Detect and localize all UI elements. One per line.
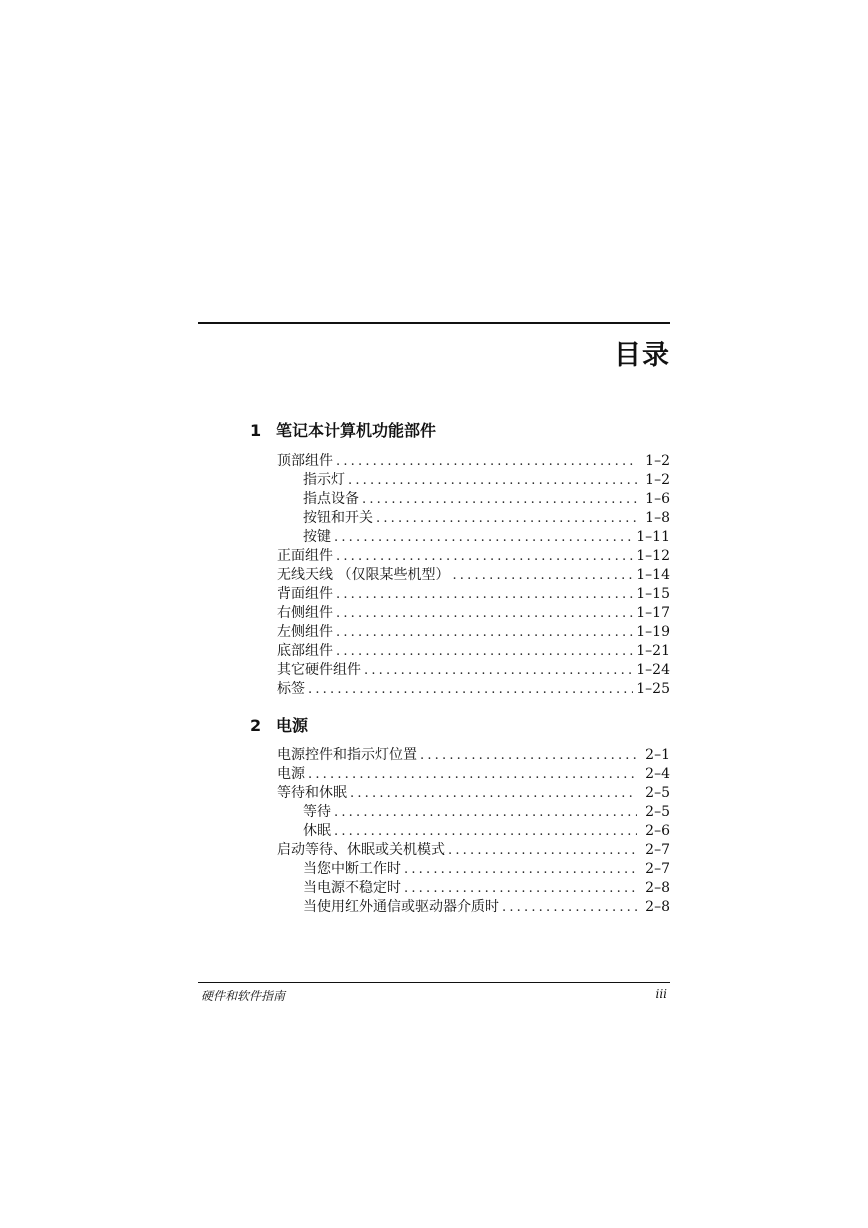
chapter-title: 电源 bbox=[276, 716, 309, 735]
footer-rule bbox=[198, 982, 670, 983]
chapter-2-entries bbox=[277, 744, 670, 915]
toc-entry[interactable]: 指点设备 ..... 1–6 bbox=[277, 488, 670, 507]
top-rule bbox=[198, 322, 670, 324]
toc-entry[interactable]: 左侧组件 ..... 1–19 bbox=[277, 621, 670, 640]
footer-page-number: iii bbox=[655, 987, 667, 1001]
chapter-number: 1 bbox=[250, 421, 262, 440]
toc-entry[interactable]: 按钮和开关 ..... 1–8 bbox=[277, 507, 670, 526]
chapter-1-entries bbox=[277, 450, 670, 697]
toc-entry[interactable]: 顶部组件 ..... 1–2 bbox=[277, 450, 670, 469]
toc-entry[interactable]: 当电源不稳定时 ..... 2–8 bbox=[277, 877, 670, 896]
footer-book-title: 硬件和软件指南 bbox=[201, 989, 286, 1003]
toc-entry[interactable]: 电源控件和指示灯位置 ..... 2–1 bbox=[277, 744, 670, 763]
toc-entry[interactable]: 等待 ..... 2–5 bbox=[277, 801, 670, 820]
toc-entry[interactable]: 其它硬件组件 ..... 1–24 bbox=[277, 659, 670, 678]
toc-entry[interactable]: 休眠 ..... 2–6 bbox=[277, 820, 670, 839]
chapter-number: 2 bbox=[250, 716, 262, 735]
chapter-heading bbox=[250, 418, 670, 441]
toc-entry[interactable]: 指示灯 ..... 1–2 bbox=[277, 469, 670, 488]
toc-entry[interactable]: 背面组件 ..... 1–15 bbox=[277, 583, 670, 602]
toc-entry[interactable]: 按键 ..... 1–11 bbox=[277, 526, 670, 545]
toc-entry[interactable]: 标签 ..... 1–25 bbox=[277, 678, 670, 697]
toc-entry[interactable]: 当您中断工作时 ..... 2–7 bbox=[277, 858, 670, 877]
toc-entry[interactable]: 等待和休眠 ..... 2–5 bbox=[277, 782, 670, 801]
page-title: 目录 bbox=[614, 340, 670, 371]
toc-entry[interactable]: 正面组件 ..... 1–12 bbox=[277, 545, 670, 564]
toc-entry[interactable]: 右侧组件 ..... 1–17 bbox=[277, 602, 670, 621]
toc-entry[interactable]: 无线天线 （仅限某些机型） ..... 1–14 bbox=[277, 564, 670, 583]
toc-entry[interactable]: 底部组件 ..... 1–21 bbox=[277, 640, 670, 659]
toc-entry[interactable]: 启动等待、休眠或关机模式 ..... 2–7 bbox=[277, 839, 670, 858]
chapter-heading bbox=[250, 713, 670, 736]
toc-entry[interactable]: 电源 ..... 2–4 bbox=[277, 763, 670, 782]
chapter-title: 笔记本计算机功能部件 bbox=[276, 421, 437, 440]
toc-entry[interactable]: 当使用红外通信或驱动器介质时 ..... 2–8 bbox=[277, 896, 670, 915]
